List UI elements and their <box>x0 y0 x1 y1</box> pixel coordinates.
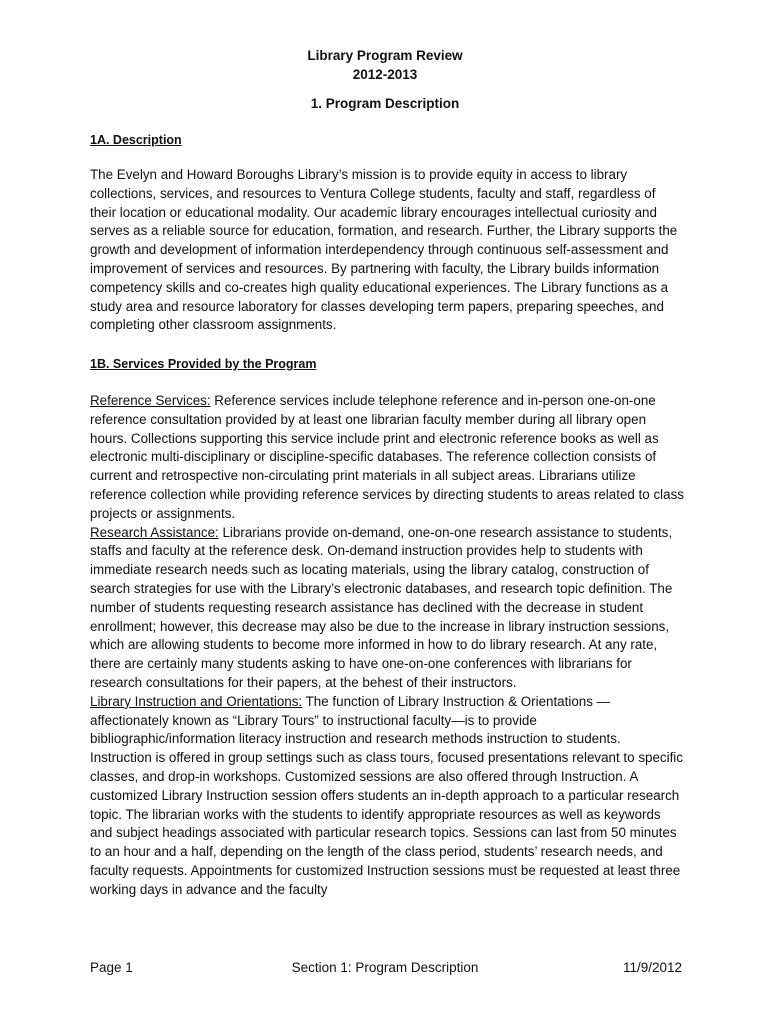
heading-1a: 1A. Description <box>90 133 182 147</box>
library-instruction-text: The function of Library Instruction & Orientations — affectionately known as “Library Tours” to instructional faculty—is to provide bibliographic/information literacy instruction and research methods instruction to students. Instruction is offered in group settings such as class tours, focused presentations relevant to specific classes, and drop-in workshops. Customized sessions are also offered through Instruction. A customized Library Instruction session offers students an in-depth approach to a particular research topic. The librarian works with the students to identify appropriate resources as well as keywords and subject headings associated with particular research topics. Sessions can last from 50 minutes to an hour and a half, depending on the length of the class period, students’ research needs, and faculty requests. Appointments for customized Instruction sessions must be requested at least three working days in advance and the faculty <box>90 693 683 897</box>
research-assistance-text: Librarians provide on-demand, one-on-one research assistance to students, staffs and faculty at the reference desk. On-demand instruction provides help to students with immediate research needs such as locating materials, using the library catalog, construction of search strategies for use with the Library’s electronic databases, and research topic definition. The number of students requesting research assistance has declined with the decrease in student enrollment; however, this decrease may also be due to the increase in library instruction sessions, which are allowing students to become more informed in how to do library research. At any rate, there are certainly many students asking to have one-on-one conferences with librarians for research consultations for their papers, at the behest of their instructors. <box>90 524 673 690</box>
document-years: 2012-2013 <box>352 67 418 82</box>
footer-section: Section 1: Program Description <box>291 960 479 975</box>
footer-page-number: Page 1 <box>90 960 133 975</box>
document-title: Library Program Review <box>307 48 463 63</box>
section-title: 1. Program Description <box>310 96 460 111</box>
description-paragraph: The Evelyn and Howard Boroughs Library’s mission is to provide equity in access to library collections, services, and resources to Ventura College students, faculty and staff, regardless of their location or educational modality. Our academic library encourages intellectual curiosity and serves as a reliable source for education, formation, and research. Further, the Library supports the growth and development of information interdependency through continuous self-assessment and improvement of services and resources. By partnering with faculty, the Library builds information competency skills and co-creates high quality educational experiences. The Library functions as a study area and resource laboratory for classes developing term papers, preparing speeches, and completing other classroom assignments. <box>90 167 678 333</box>
reference-services-label: Reference Services: <box>90 393 211 408</box>
library-instruction-label: Library Instruction and Orientations: <box>90 693 303 709</box>
research-assistance-label: Research Assistance: <box>90 524 219 540</box>
services-paragraph <box>90 392 685 900</box>
reference-services-text: Reference services include telephone reference and in-person one-on-one reference consultation provided by at least one librarian faculty member during all library open hours. Collections supporting this service include print and electronic reference books as well as electronic multi-disciplinary or discipline-specific databases. The reference collection consists of current and retrospective non-circulating print materials in all subject areas. Librarians utilize reference collection while providing reference services by directing students to areas related to class projects or assignments. <box>90 393 684 521</box>
footer-date: 11/9/2012 <box>622 960 682 975</box>
heading-1b: 1B. Services Provided by the Program <box>90 357 317 371</box>
